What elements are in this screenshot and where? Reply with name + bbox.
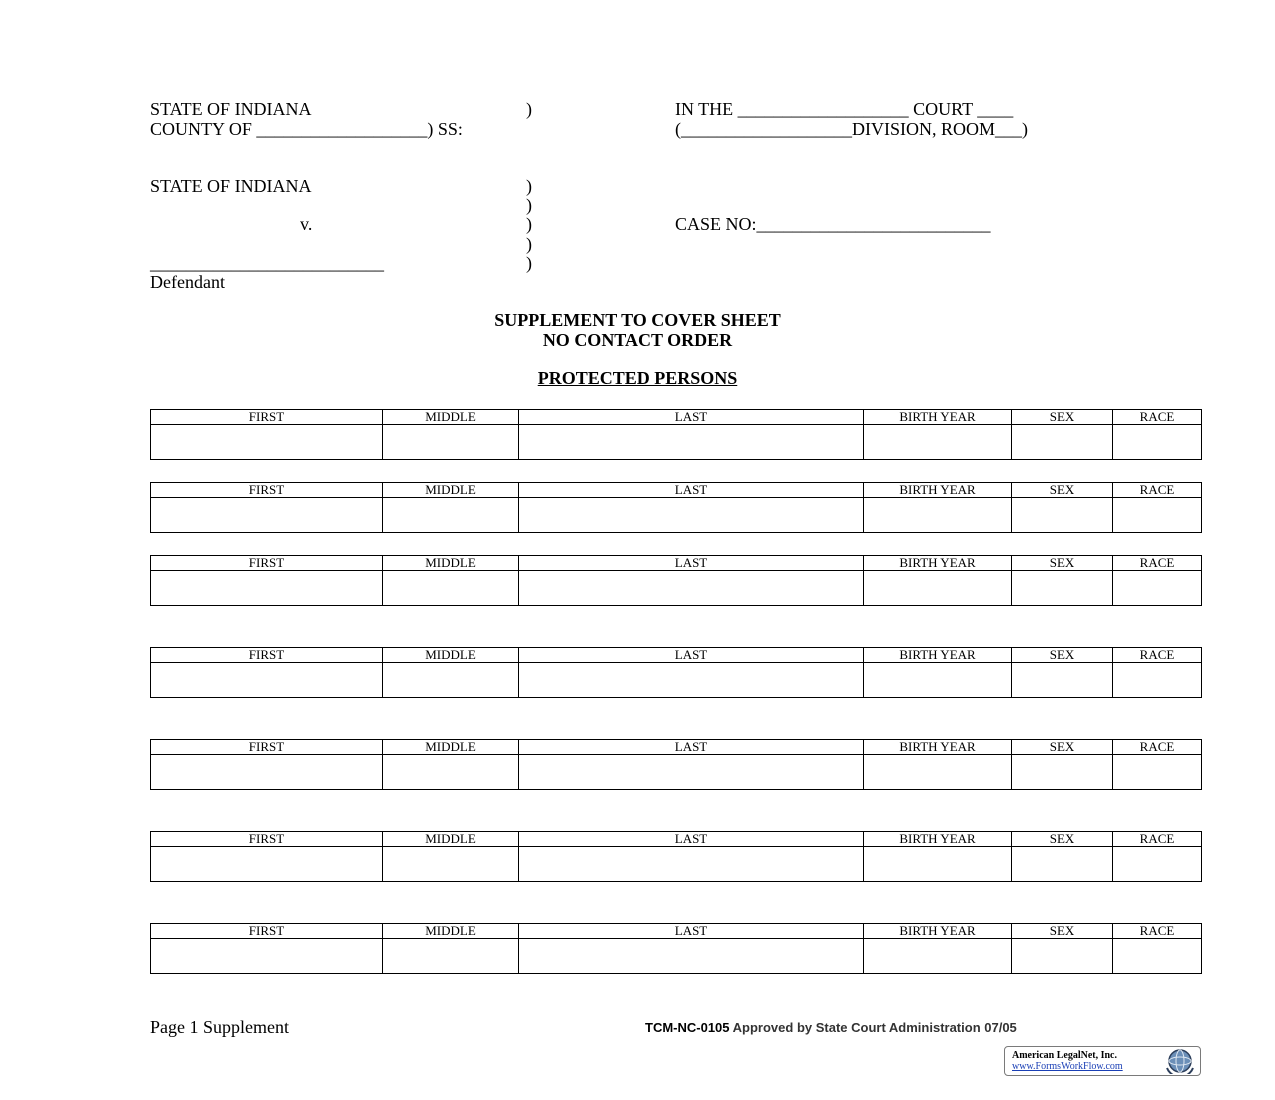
logo-company: American LegalNet, Inc. [1012,1050,1117,1061]
column-header: SEX [1012,410,1113,425]
entry-cell[interactable] [519,755,864,790]
entry-cell[interactable] [383,571,519,606]
table-row [151,663,1202,698]
column-header: MIDDLE [383,740,519,755]
column-header: RACE [1113,924,1202,939]
column-header: LAST [519,648,864,663]
table-header-row [151,648,1202,663]
entry-cell[interactable] [1012,847,1113,882]
form-subtitle: NO CONTACT ORDER [542,330,733,350]
entry-cell[interactable] [1012,755,1113,790]
column-header: RACE [1113,648,1202,663]
page-label: Page 1 Supplement [150,1017,289,1037]
entry-cell[interactable] [1012,939,1113,974]
entry-cell[interactable] [1012,425,1113,460]
form-code: TCM-NC-0105 [645,1020,730,1035]
column-header: LAST [519,483,864,498]
entry-cell[interactable] [1113,663,1202,698]
column-header: FIRST [151,648,383,663]
entry-cell[interactable] [151,755,383,790]
entry-cell[interactable] [519,939,864,974]
protected-person-table [150,831,1202,882]
entry-cell[interactable] [1113,755,1202,790]
versus-label: v. [300,214,313,234]
column-header: MIDDLE [383,924,519,939]
column-header: MIDDLE [383,410,519,425]
column-header: SEX [1012,924,1113,939]
column-header: BIRTH YEAR [864,832,1012,847]
caption-paren: ) [526,99,532,119]
column-header: MIDDLE [383,483,519,498]
table-header-row [151,832,1202,847]
column-header: RACE [1113,483,1202,498]
protected-person-table [150,555,1202,606]
plaintiff-name: STATE OF INDIANA [150,176,312,196]
logo-url[interactable]: www.FormsWorkFlow.com [1012,1061,1123,1072]
entry-cell[interactable] [151,498,383,533]
column-header: FIRST [151,924,383,939]
entry-cell[interactable] [864,498,1012,533]
table-row [151,847,1202,882]
protected-person-table [150,923,1202,974]
case-number-line: CASE NO:__________________________ [675,214,991,234]
approval-text: Approved by State Court Administration 07/05 [732,1020,1017,1035]
column-header: BIRTH YEAR [864,556,1012,571]
column-header: LAST [519,410,864,425]
caption-paren: ) [526,214,532,234]
table-header-row [151,924,1202,939]
americanlegalnet-logo[interactable] [1004,1046,1201,1076]
section-title: PROTECTED PERSONS [537,368,738,388]
entry-cell[interactable] [519,663,864,698]
division-line: (___________________DIVISION, ROOM___) [675,119,1028,139]
protected-person-table [150,739,1202,790]
entry-cell[interactable] [151,847,383,882]
caption-paren: ) [526,195,532,215]
entry-cell[interactable] [1113,847,1202,882]
entry-cell[interactable] [1113,498,1202,533]
caption-paren: ) [526,234,532,254]
column-header: RACE [1113,410,1202,425]
column-header: FIRST [151,483,383,498]
entry-cell[interactable] [864,755,1012,790]
entry-cell[interactable] [864,939,1012,974]
protected-person-table [150,647,1202,698]
entry-cell[interactable] [864,571,1012,606]
table-header-row [151,556,1202,571]
entry-cell[interactable] [1012,571,1113,606]
column-header: BIRTH YEAR [864,924,1012,939]
entry-cell[interactable] [383,425,519,460]
entry-cell[interactable] [864,663,1012,698]
column-header: FIRST [151,740,383,755]
form-approval [645,1020,1017,1035]
defendant-blank: __________________________ [150,253,384,273]
table-row [151,755,1202,790]
entry-cell[interactable] [519,498,864,533]
column-header: BIRTH YEAR [864,483,1012,498]
court-line: IN THE ___________________ COURT ____ [675,99,1014,119]
entry-cell[interactable] [519,571,864,606]
entry-cell[interactable] [151,939,383,974]
column-header: MIDDLE [383,832,519,847]
column-header: LAST [519,924,864,939]
entry-cell[interactable] [1113,571,1202,606]
caption-paren: ) [526,253,532,273]
table-header-row [151,483,1202,498]
column-header: SEX [1012,832,1113,847]
protected-person-table [150,482,1202,533]
column-header: FIRST [151,832,383,847]
column-header: FIRST [151,556,383,571]
entry-cell[interactable] [383,498,519,533]
column-header: MIDDLE [383,648,519,663]
caption-state: STATE OF INDIANA [150,99,312,119]
column-header: SEX [1012,556,1113,571]
entry-cell[interactable] [383,755,519,790]
entry-cell[interactable] [1113,939,1202,974]
entry-cell[interactable] [151,425,383,460]
entry-cell[interactable] [519,847,864,882]
column-header: LAST [519,832,864,847]
table-row [151,425,1202,460]
column-header: LAST [519,556,864,571]
table-row [151,498,1202,533]
entry-cell[interactable] [151,571,383,606]
column-header: FIRST [151,410,383,425]
column-header: SEX [1012,648,1113,663]
form-title: SUPPLEMENT TO COVER SHEET [494,310,781,330]
protected-person-table [150,409,1202,460]
entry-cell[interactable] [1012,498,1113,533]
entry-cell[interactable] [383,939,519,974]
entry-cell[interactable] [519,425,864,460]
entry-cell[interactable] [1113,425,1202,460]
entry-cell[interactable] [864,425,1012,460]
table-row [151,939,1202,974]
caption-paren: ) [526,176,532,196]
column-header: RACE [1113,740,1202,755]
table-header-row [151,410,1202,425]
defendant-label: Defendant [150,272,225,292]
county-line: COUNTY OF ___________________) SS: [150,119,463,139]
globe-icon [1163,1048,1197,1074]
table-header-row [151,740,1202,755]
entry-cell[interactable] [864,847,1012,882]
column-header: SEX [1012,483,1113,498]
column-header: SEX [1012,740,1113,755]
column-header: RACE [1113,832,1202,847]
column-header: BIRTH YEAR [864,740,1012,755]
entry-cell[interactable] [383,847,519,882]
column-header: LAST [519,740,864,755]
column-header: BIRTH YEAR [864,410,1012,425]
column-header: MIDDLE [383,556,519,571]
entry-cell[interactable] [151,663,383,698]
entry-cell[interactable] [1012,663,1113,698]
column-header: BIRTH YEAR [864,648,1012,663]
column-header: RACE [1113,556,1202,571]
table-row [151,571,1202,606]
entry-cell[interactable] [383,663,519,698]
